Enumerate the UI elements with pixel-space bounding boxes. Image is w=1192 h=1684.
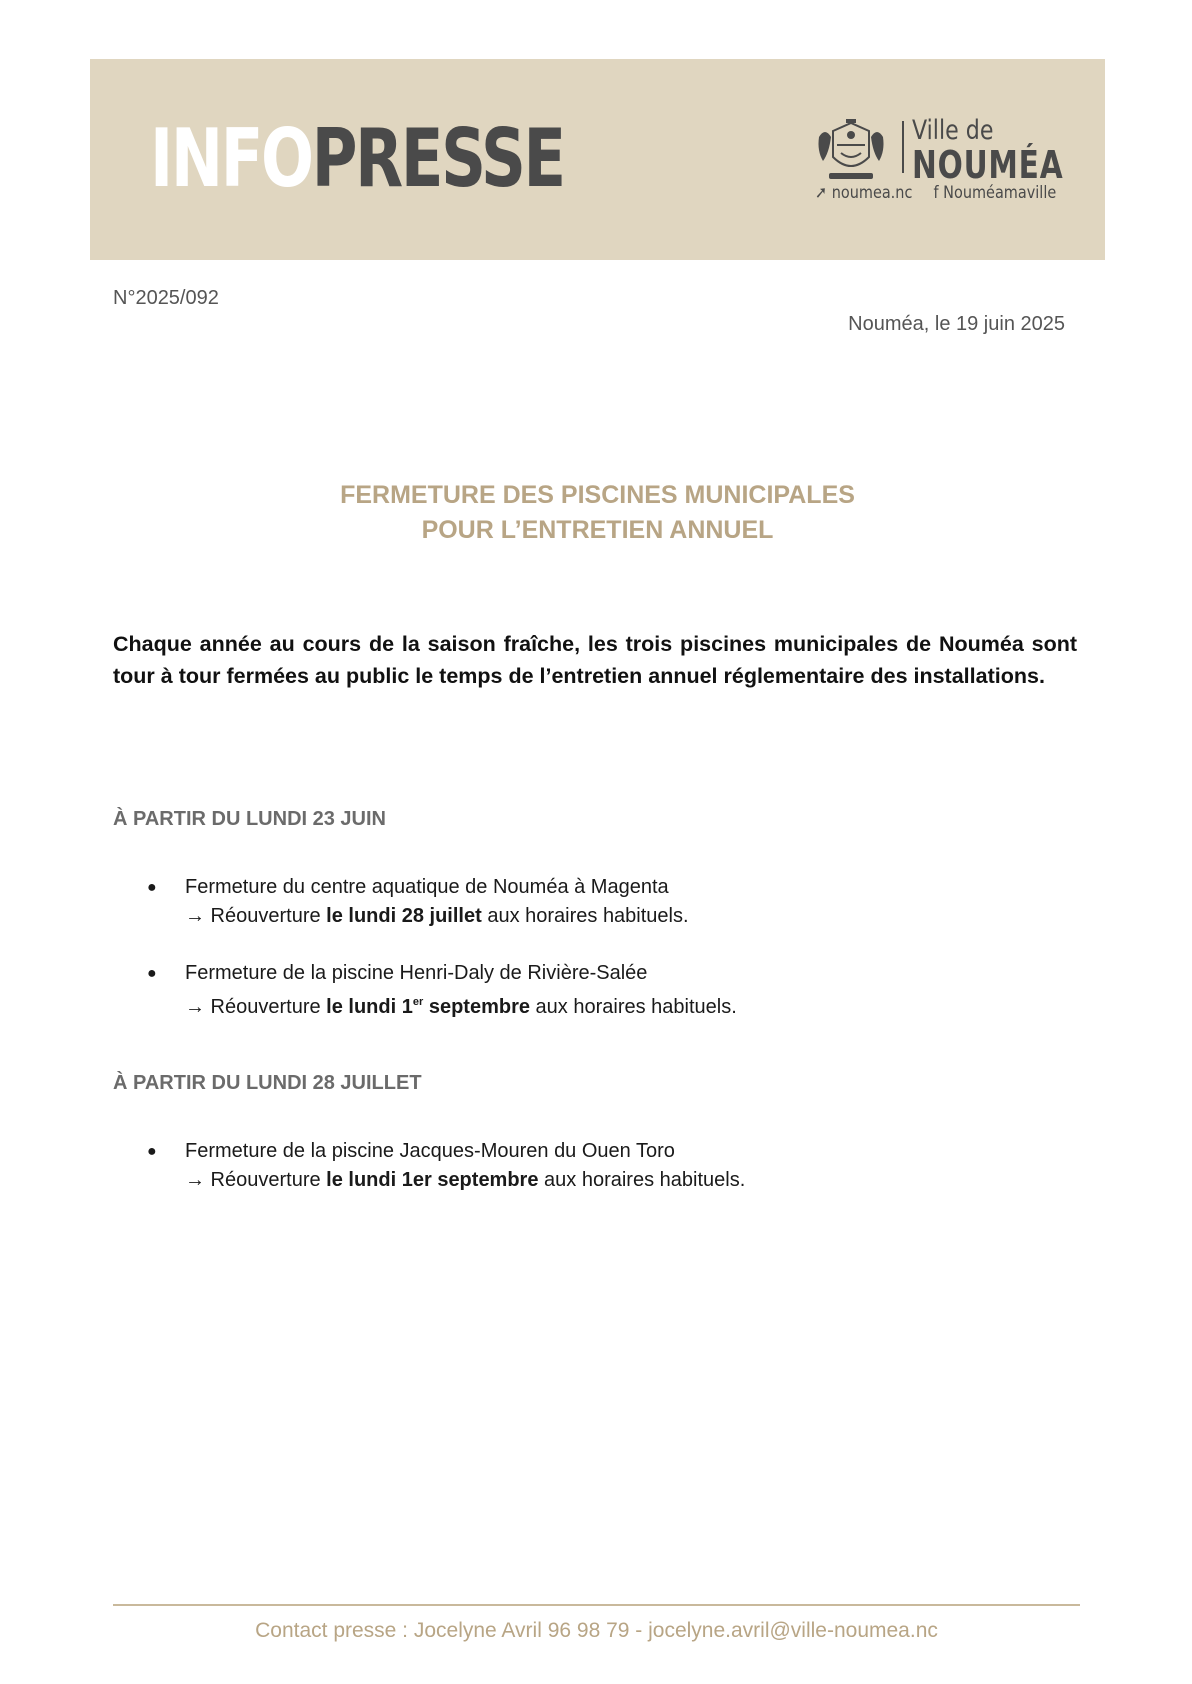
- website-link[interactable]: noumea.nc: [831, 183, 913, 203]
- ville-de-text: Ville de: [912, 115, 994, 146]
- logo-divider: [902, 121, 904, 173]
- closure-text: Fermeture de la piscine Henri-Daly de Rivière-Salée: [185, 962, 648, 984]
- reopening-text: → Réouverture le lundi 28 juillet aux horaires habituels.: [185, 905, 689, 927]
- city-crest-icon: [815, 117, 887, 183]
- social-links: [815, 183, 1056, 203]
- press-release-number: N°2025/092: [113, 287, 219, 309]
- intro-paragraph: Chaque année au cours de la saison fraîche, les trois piscines municipales de Nouméa sont tour à tour fermées au public le temps de l’entretien annuel réglementaire des installations.: [113, 632, 1077, 688]
- reopening-text: → Réouverture le lundi 1er septembre aux horaires habituels.: [185, 996, 737, 1018]
- closure-text: Fermeture du centre aquatique de Nouméa à Magenta: [185, 876, 669, 898]
- bullet-icon: ●: [147, 1143, 157, 1160]
- page-title-line-2: POUR L’ENTRETIEN ANNUEL: [421, 516, 774, 544]
- header-banner: [90, 59, 1105, 260]
- footer-divider: [113, 1604, 1080, 1606]
- logo-presse-text: PRESSE: [311, 112, 564, 205]
- city-name-text: NOUMÉA: [912, 143, 1064, 187]
- logo-info-text: INFO: [150, 112, 312, 205]
- section-heading-23-juin: À PARTIR DU LUNDI 23 JUIN: [113, 808, 386, 830]
- page-title-line-1: FERMETURE DES PISCINES MUNICIPALES: [340, 481, 855, 509]
- website-arrow-icon: ➚: [815, 183, 828, 203]
- bullet-icon: ●: [147, 965, 157, 982]
- info-presse-logo: [150, 112, 564, 205]
- closure-text: Fermeture de la piscine Jacques-Mouren du Ouen Toro: [185, 1140, 675, 1162]
- footer-contact: Contact presse : Jocelyne Avril 96 98 79 - jocelyne.avril@ville-noumea.nc: [255, 1619, 938, 1642]
- bullet-icon: ●: [147, 879, 157, 896]
- section-heading-28-juillet: À PARTIR DU LUNDI 28 JUILLET: [113, 1072, 422, 1094]
- date-line: Nouméa, le 19 juin 2025: [848, 313, 1065, 335]
- reopening-text: → Réouverture le lundi 1er septembre aux horaires habituels.: [185, 1169, 746, 1191]
- facebook-link[interactable]: Nouméamaville: [943, 183, 1057, 203]
- facebook-icon: f: [933, 183, 939, 203]
